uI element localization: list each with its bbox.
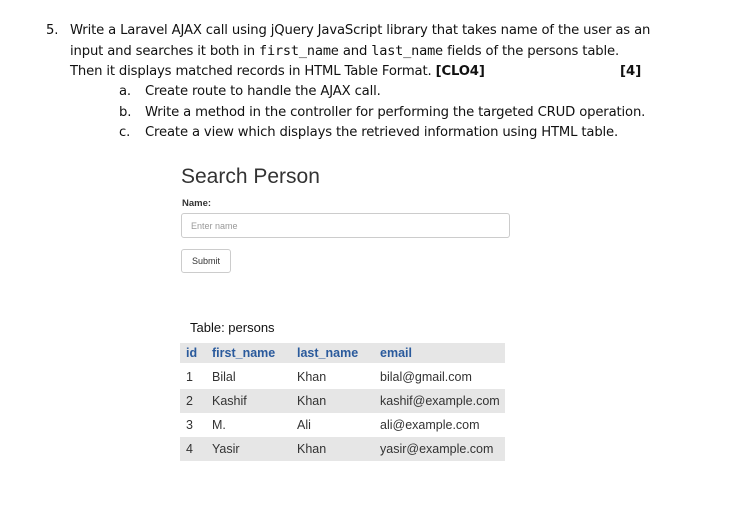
cell-last-name: Khan: [291, 389, 374, 413]
table-row: [180, 364, 505, 389]
code-last-name: last_name: [371, 43, 444, 59]
cell-last-name: Ali: [297, 418, 311, 432]
table-row: [180, 437, 505, 461]
cell-email: ali@example.com: [380, 418, 480, 432]
cell-first-name: Bilal: [212, 370, 236, 384]
form-title: Search Person: [181, 165, 320, 188]
submit-button[interactable]: Submit: [181, 249, 231, 273]
cell-email: kashif@example.com: [374, 389, 505, 413]
cell-first-name: M.: [212, 418, 226, 432]
question-line-2-mid: and: [338, 44, 372, 59]
part-c: [119, 125, 719, 143]
cell-id: 1: [186, 370, 193, 384]
part-a-label: a.: [119, 84, 131, 99]
table-caption: Table: persons: [190, 320, 275, 335]
cell-last-name: Khan: [291, 437, 374, 461]
cell-email: bilal@gmail.com: [380, 370, 472, 384]
table-row: [180, 389, 505, 413]
header-last-name: last_name: [291, 343, 374, 364]
cell-last-name: Khan: [297, 370, 327, 384]
part-b: [119, 105, 719, 123]
cell-first-name: Kashif: [206, 389, 291, 413]
name-label: Name:: [182, 198, 212, 209]
clo-tag: [CLO4]: [435, 64, 485, 79]
persons-table: [180, 343, 505, 461]
part-c-text: Create a view which displays the retrieved information using HTML table.: [145, 125, 619, 140]
part-b-label: b.: [119, 105, 132, 120]
cell-first-name: Yasir: [206, 437, 291, 461]
table-header-row: [180, 343, 505, 364]
question-line-1: Write a Laravel AJAX call using jQuery JavaScript library that takes name of the user as an: [70, 23, 651, 38]
code-first-name: first_name: [259, 43, 339, 59]
part-a-text: Create route to handle the AJAX call.: [145, 84, 381, 99]
question-line-3-text: Then it displays matched records in HTML Table Format.: [70, 64, 436, 79]
question-line-2: [70, 43, 619, 59]
question-line-2-start: input and searches it both in: [70, 44, 259, 59]
header-id: id: [180, 343, 206, 364]
marks: [4]: [620, 64, 642, 79]
part-c-label: c.: [119, 125, 131, 140]
part-b-text: Write a method in the controller for performing the targeted CRUD operation.: [145, 105, 646, 120]
cell-id: 2: [180, 389, 206, 413]
part-a: [119, 84, 719, 102]
header-first-name: first_name: [206, 343, 291, 364]
name-input[interactable]: [181, 213, 510, 238]
cell-email: yasir@example.com: [374, 437, 505, 461]
table-row: [180, 413, 505, 437]
header-email: email: [374, 343, 505, 364]
question-number: 5.: [46, 23, 59, 38]
question-line-3: [70, 64, 485, 79]
cell-id: 4: [180, 437, 206, 461]
cell-id: 3: [186, 418, 193, 432]
question-line-2-end: fields of the persons table.: [443, 44, 620, 59]
